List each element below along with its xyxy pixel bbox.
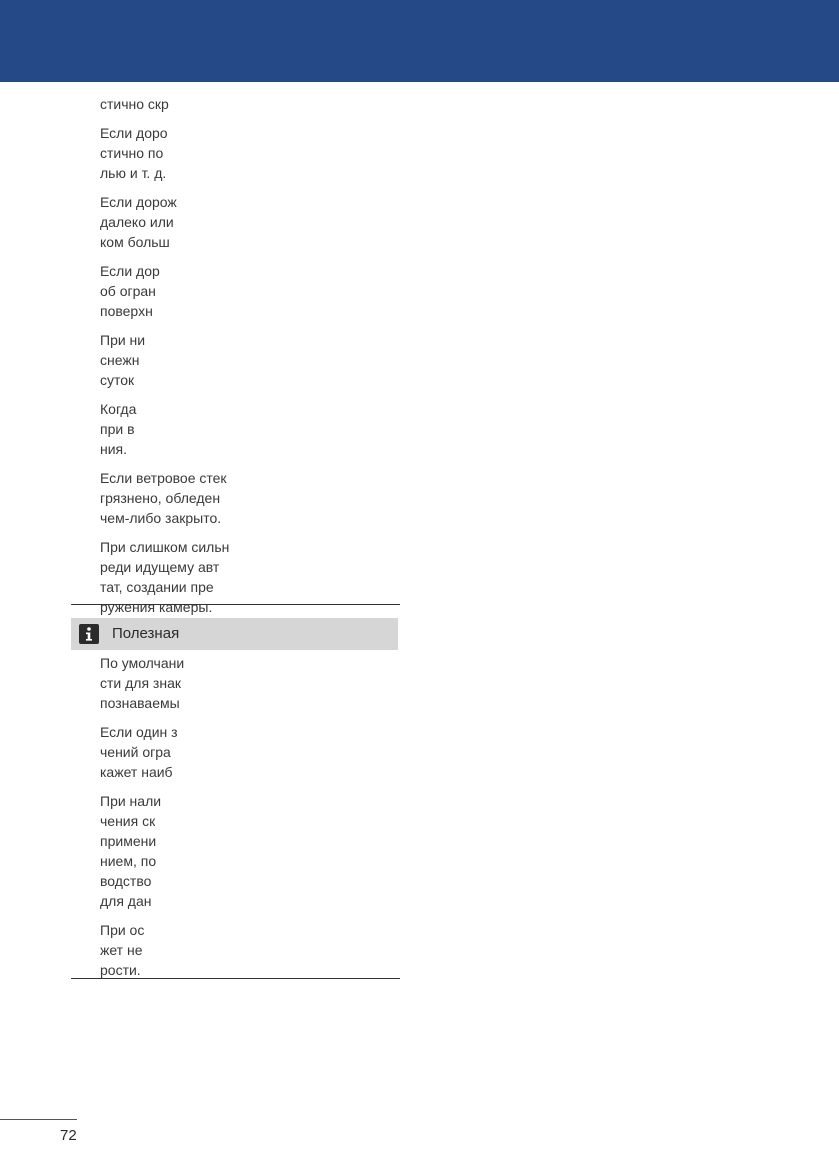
info-icon (79, 624, 99, 644)
text-line: чений огра (100, 744, 171, 760)
info-paragraph (100, 653, 400, 713)
text-line: При ос (100, 922, 145, 938)
text-line: далеко или (100, 214, 174, 230)
body-paragraph (100, 468, 400, 528)
info-box-title: Полезная (112, 625, 180, 642)
text-line: ружения камеры. (100, 599, 213, 615)
text-line: При ни (100, 332, 146, 348)
text-line: По умолчани (100, 655, 185, 671)
text-line: водство (100, 873, 152, 889)
header-band (0, 0, 839, 82)
text-line: рости. (100, 962, 141, 978)
text-line: познаваемы (100, 695, 180, 711)
info-box-header (71, 618, 398, 650)
text-line: При слишком сильн (100, 539, 230, 555)
text-line: лью и т. д. (100, 165, 167, 181)
text-line: сти для знак (100, 675, 181, 691)
text-line: кажет наиб (100, 764, 173, 780)
text-line: Если дорож (100, 194, 177, 210)
text-line: чем-либо закрыто. (100, 510, 222, 526)
text-line: нием, по (100, 853, 157, 869)
text-line: ком больш (100, 234, 170, 250)
main-text-section (100, 94, 400, 626)
text-line: чения ск (100, 813, 156, 829)
text-line: для дан (100, 893, 152, 909)
info-paragraph (100, 722, 400, 782)
text-line: стично по (100, 145, 164, 161)
footer-rule (0, 1119, 77, 1120)
text-line: Когда (100, 401, 137, 417)
body-paragraph (100, 399, 400, 459)
text-line: поверхн (100, 303, 153, 319)
text-line: Если дор (100, 263, 160, 279)
text-line: снежн (100, 352, 140, 368)
body-paragraph (100, 94, 400, 114)
text-line: примени (100, 833, 157, 849)
text-line: Если ветровое стек (100, 470, 227, 486)
page-number: 72 (60, 1127, 77, 1144)
text-line: Если доро (100, 125, 168, 141)
body-paragraph (100, 261, 400, 321)
info-paragraph (100, 920, 400, 980)
text-line: грязнено, обледен (100, 490, 221, 506)
body-paragraph (100, 537, 400, 617)
text-line: при в (100, 421, 135, 437)
body-paragraph (100, 123, 400, 183)
info-paragraph (100, 791, 400, 911)
text-line: ния. (100, 441, 128, 457)
info-box-text (100, 653, 400, 989)
text-line: жет не (100, 942, 143, 958)
text-line: реди идущему авт (100, 559, 220, 575)
info-box-bottom-rule (71, 978, 400, 979)
section-divider (71, 604, 400, 605)
text-line: Если один з (100, 724, 178, 740)
text-line: стично скр (100, 96, 169, 112)
text-line: тат, создании пре (100, 579, 214, 595)
body-paragraph (100, 192, 400, 252)
body-paragraph (100, 330, 400, 390)
text-line: При нали (100, 793, 162, 809)
text-line: суток (100, 372, 135, 388)
text-line: об огран (100, 283, 156, 299)
